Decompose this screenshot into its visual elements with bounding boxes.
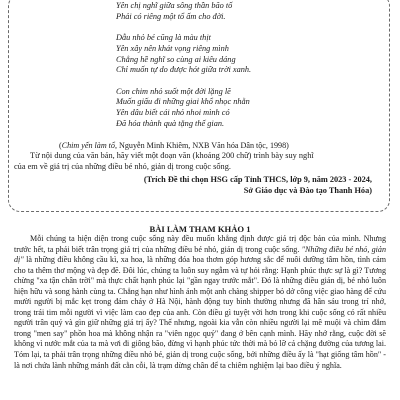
poem-citation: (Chim yến làm tổ, Nguyễn Minh Khiêm, NXB Văn hóa Dân tộc, 1998) <box>59 141 289 150</box>
poem-line: Muốn giấu đi những giai khổ nhọc nhằn <box>116 97 250 107</box>
poem-author-source: , Nguyễn Minh Khiêm, NXB Văn hóa Dân tộc, 1998) <box>114 141 289 150</box>
poem-line: Chẳng hề nghĩ so cùng ai kiêu dáng <box>116 54 236 64</box>
stanza-gap <box>116 76 346 87</box>
exam-source-line: (Trích Đề thi chọn HSG cấp Tỉnh THCS, lớp 9, năm 2023 - 2024, <box>143 175 372 184</box>
poem-excerpt <box>116 1 346 129</box>
exam-source <box>0 175 372 196</box>
stanza-gap <box>116 22 346 33</box>
poem-line: Phải có riêng một tổ ấm cho đời. <box>116 11 226 21</box>
exam-prompt-line: Từ nội dung của văn bản, hãy viết một đoạn văn (khoảng 200 chữ) trình bày suy nghĩ <box>30 151 314 160</box>
essay-title: BÀI LÀM THAM KHẢO 1 <box>149 224 251 234</box>
exam-prompt <box>14 151 376 172</box>
poem-line: Con chim nhỏ suốt một đời lặng lẽ <box>116 86 231 96</box>
poem-line: Yên xây nên khát vọng riêng mình <box>116 43 229 53</box>
poem-line: Chỉ muốn tự do được hót giữa trời xanh. <box>116 65 252 75</box>
poem-line: Đã hóa thành quà tặng thế gian. <box>116 118 225 128</box>
essay-text-part1: Mỗi chúng ta hiện diện trong cuộc sống này đều muốn khẳng định được giá trị độc bản của mình. Nhưng trước hết, ta phải biết trân trọng giá trị của những điều bé nhỏ, giản dị trong cuộc sống. <box>14 234 386 254</box>
essay-text-part2: là những điều không cầu kì, xa hoa, là những đóa hoa thơm góp hương sắc để nuôi dưỡng tâm hồn, tình cảm cho ta thêm thơ mộng và đẹp đẽ. Đôi lúc, chúng ta luôn suy ngẫm và tự hỏi rằng: Hạnh phúc thực sự là gì? Tương chừng "xa tận chân trời" mà thực chất hạnh phúc lại "gần ngay trước mắt". Đó là những điều giản dị, bé nhỏ luôn hiện hữu và song hành cùng ta. Chẳng hạn như hình ảnh một anh chàng shipper bỏ dở công việc giao hàng để cứu mười người bị mắc kẹt trong đám cháy ở Hà Nội, hành động tuy bình thường nhưng đã hân sáu trong trí nhớ, trong trái tim mỗi người vì việc làm cao đẹp của anh. Còn điều gì tuyệt vời hơn trong khi cuộc sống có rất nhiều người trân quý và gìn giữ những giá trị ấy? Thế nhưng, ngoài kia vẫn còn nhiều người lại mê muội và chìm đắm trong "men say" phồn hoa mà không nhận ra "viên ngọc quý" đang ở bên cạnh mình. Hãy nhớ rằng, cuộc đời sẽ không vì nước mắt của ta mà vơi đi giông bão, đừng vì hạnh phúc tức thời mà bỏ lỡ cả chặng đường của tương lai. Tóm lại, ta phải trân trọng những điều nhỏ bé, giản dị trong cuộc sống, bởi những điều ấy là "hạt giống tâm hồn" - là nơi chứa lành những mảnh đất cằn cỗi, là trạm dừng chân để ta chiêm nghiệm lại bao điều ý nghĩa. <box>14 255 386 370</box>
poem-line: Yên dâu biết cái nhỏ nhoi mình có <box>116 108 230 117</box>
poem-title: Chim yến làm tổ <box>61 141 115 150</box>
poem-line: Dẫu nhỏ bé cũng là màu thịt <box>116 33 211 43</box>
poem-line: Yên chị nghĩ giữa sông thần bão tố <box>116 1 233 10</box>
essay-paragraph <box>14 234 386 371</box>
exam-prompt-line: của em về giá trị của những điều bé nhỏ, giản dị trong cuộc sống. <box>14 161 231 171</box>
essay-quote: "Những điều bé nhỏ, giản dị" <box>14 244 386 265</box>
exam-source-line: Sở Giáo dục và Đào tạo Thanh Hóa) <box>243 185 372 195</box>
